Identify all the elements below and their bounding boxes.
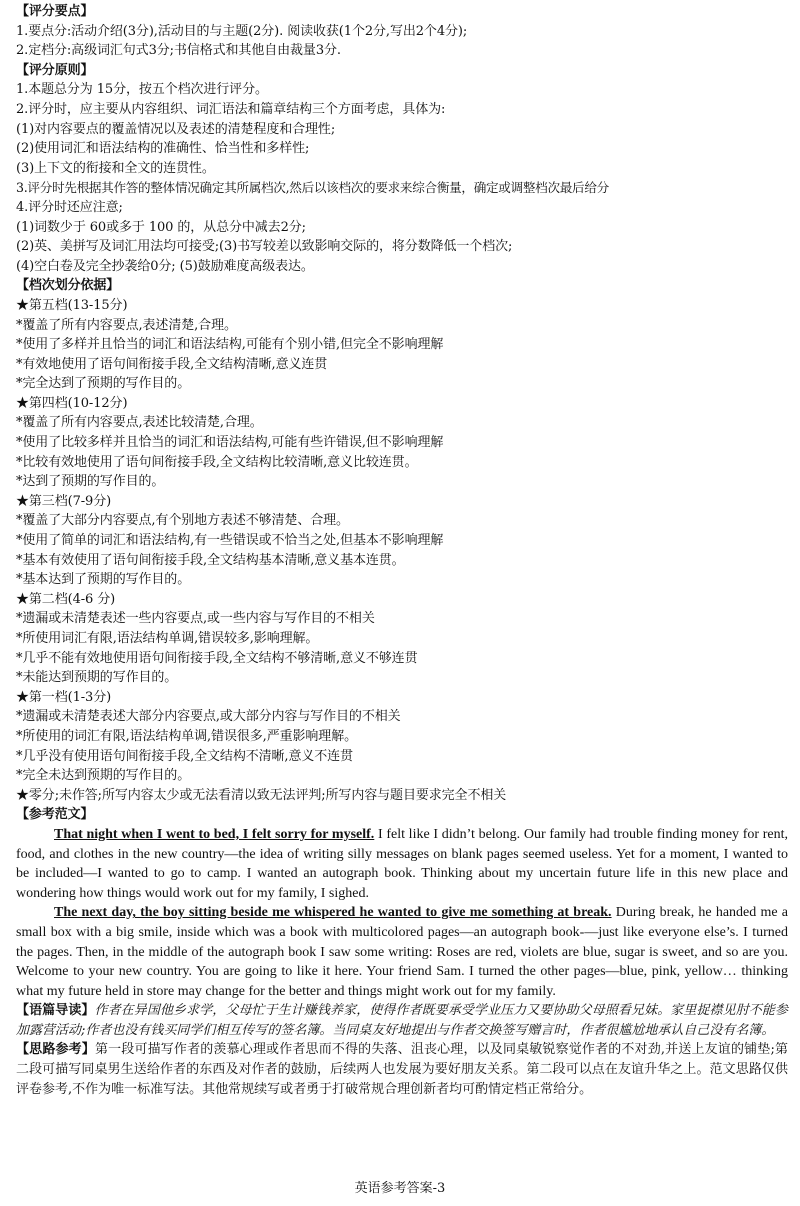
grade-criterion: *达到了预期的写作目的。 xyxy=(16,474,165,490)
grade-criterion: *有效地使用了语句间衔接手段,全文结构清晰,意义连贯 xyxy=(16,356,328,372)
grade-criterion: *所使用词汇有限,语法结构单调,错误较多,影响理解。 xyxy=(16,631,319,646)
grade-criterion: *未能达到预期的写作目的。 xyxy=(16,670,178,686)
passage-guide-text: 作者在异国他乡求学，父母忙于生计赚钱养家，使得作者既要承受学业压力又要协助父母照看兄妹。家里捉襟见肘不能参加露营活动;作者也没有钱买同学们相互传写的签名簿。当同桌友好地提出与作者交换签写赠言时，作者很尴尬地承认自己没有名簿。 xyxy=(16,1003,788,1038)
principle-line: 1.本题总分为 15分，按五个档次进行评分。 xyxy=(16,82,268,98)
grade-criterion: *覆盖了所有内容要点,表述比较清楚,合理。 xyxy=(16,415,263,431)
grade-criterion: *完全达到了预期的写作目的。 xyxy=(16,376,191,392)
grade-level-title: ★第四档(10-12分) xyxy=(16,395,128,411)
passage-guide-tag: 【语篇导读】 xyxy=(16,1003,95,1019)
grade-criterion: *使用了比较多样并且恰当的词汇和语法结构,可能有些许错误,但不影响理解 xyxy=(16,435,444,451)
principle-line: (4)空白卷及完全抄袭给0分; (5)鼓励难度高级表达。 xyxy=(16,258,314,274)
passage-guide xyxy=(16,1001,788,1040)
grade-zero-score: ★零分;未作答;所写内容太少或无法看清以致无法评判;所写内容与题目要求完全不相关 xyxy=(16,787,507,803)
principle-line: 4.评分时还应注意; xyxy=(16,199,123,215)
grade-criterion: *使用了多样并且恰当的词汇和语法结构,可能有个别小错,但完全不影响理解 xyxy=(16,337,444,353)
thinking-reference xyxy=(16,1040,788,1099)
principle-line: (3)上下文的衔接和全文的连贯性。 xyxy=(16,160,215,176)
scoring-points-line-2: 2.定档分:高级词汇句式3分;书信格式和其他自由裁量3分. xyxy=(16,43,341,59)
grade-criterion: *遗漏或未清楚表述一些内容要点,或一些内容与写作目的不相关 xyxy=(16,611,375,627)
paragraph-1-given-sentence: That night when I went to bed, I felt sorry for myself. xyxy=(54,826,375,842)
principle-line: 2.评分时，应主要从内容组织、词汇语法和篇章结构三个方面考虑，具体为: xyxy=(16,101,446,117)
model-essay-heading: 【参考范文】 xyxy=(16,807,94,823)
grade-level-title: ★第二档(4-6 分) xyxy=(16,591,116,607)
grade-criterion: *遗漏或未清楚表述大部分内容要点,或大部分内容与写作目的不相关 xyxy=(16,709,401,725)
grade-criterion: *基本有效使用了语句间衔接手段,全文结构基本清晰,意义基本连贯。 xyxy=(16,552,405,568)
grade-criterion: *覆盖了大部分内容要点,有个别地方表述不够清楚、合理。 xyxy=(16,513,349,529)
model-essay-paragraph-1 xyxy=(16,825,788,903)
principle-line: (1)词数少于 60或多于 100 的，从总分中减去2分; xyxy=(16,219,306,235)
grade-level-title: ★第三档(7-9分) xyxy=(16,493,112,509)
answer-key-page xyxy=(16,2,788,1099)
principle-line: 3.评分时先根据其作答的整体情况确定其所属档次,然后以该档次的要求来综合衡量，确定或调整档次最后给分 xyxy=(16,180,609,196)
scoring-points-line-1: 1.要点分:活动介绍(3分),活动目的与主题(2分). 阅读收获(1个2分,写出2个4分); xyxy=(16,23,468,39)
grade-criterion: *基本达到了预期的写作目的。 xyxy=(16,572,191,588)
paragraph-2-body: During break, he handed me a small box with a big smile, inside which was a book with multicolored pages—an autograph book-—just like everyone else’s. I turned the pages. Then, in the middle of the autograph book I saw some writing: Roses are red, violets are blue, sugar is sweet, and so are you. Welcome to your new country. You are going to like it here. Your friend Sam. I turned the other pages—blue, pink, yellow… thinking what my future held in store may change for the better and things might work out for my family. xyxy=(16,905,788,999)
grade-criterion: *几乎没有使用语句间衔接手段,全文结构不清晰,意义不连贯 xyxy=(16,748,353,764)
grade-criterion: *比较有效地使用了语句间衔接手段,全文结构比较清晰,意义比较连贯。 xyxy=(16,454,418,470)
thinking-reference-tag: 【思路参考】 xyxy=(16,1042,95,1058)
scoring-principles-heading: 【评分原则】 xyxy=(16,62,94,78)
grade-criterion: *几乎不能有效地使用语句间衔接手段,全文结构不够清晰,意义不够连贯 xyxy=(16,650,418,666)
page-footer: 英语参考答案-3 xyxy=(354,1181,446,1196)
principle-line: (1)对内容要点的覆盖情况以及表述的清楚程度和合理性; xyxy=(16,121,336,137)
grade-criterion: *完全未达到预期的写作目的。 xyxy=(16,768,191,784)
grade-levels-heading: 【档次划分依据】 xyxy=(16,278,120,294)
scoring-points-heading: 【评分要点】 xyxy=(16,4,94,19)
principle-line: (2)使用词汇和语法结构的准确性、恰当性和多样性; xyxy=(16,141,310,157)
grade-criterion: *所使用的词汇有限,语法结构单调,错误很多,严重影响理解。 xyxy=(16,728,357,744)
grade-criterion: *覆盖了所有内容要点,表述清楚,合理。 xyxy=(16,317,237,333)
principle-line: (2)英、美拼写及词汇用法均可接受;(3)书写较差以致影响交际的，将分数降低一个档次; xyxy=(16,239,513,255)
grade-level-title: ★第一档(1-3分) xyxy=(16,689,112,705)
grade-levels-list xyxy=(16,296,788,805)
model-essay-paragraph-2 xyxy=(16,903,788,1001)
grade-criterion: *使用了简单的词汇和语法结构,有一些错误或不恰当之处,但基本不影响理解 xyxy=(16,533,444,549)
grade-level-title: ★第五档(13-15分) xyxy=(16,297,128,313)
paragraph-1-body: I felt like I didn’t belong. Our family had trouble finding money for rent, food, and clothes in the new country—the idea of writing silly messages on blank pages seemed useless. Yet for a moment, I wanted to be included—I wanted to go to camp. I wanted an autograph book. Thinking about my uncertain future life in this new place and wondering how things would work out for my family, I sighed. xyxy=(16,826,788,901)
thinking-reference-text: 第一段可描写作者的羡慕心理或作者思而不得的失落、沮丧心理，以及同桌敏锐察觉作者的不对劲,并送上友谊的铺垫;第二段可描写同桌男生送给作者的东西及对作者的鼓励，后续两人也发展为要好朋友关系。第二段可以点在友谊升华之上。范文思路仅供评卷参考,不作为唯一标准写法。其他常规续写或者勇于打破常规合理创新者均可酌情定档正常给分。 xyxy=(16,1042,788,1097)
scoring-principles-list xyxy=(16,80,788,276)
paragraph-2-given-sentence: The next day, the boy sitting beside me whispered he wanted to give me something at break. xyxy=(54,905,612,921)
